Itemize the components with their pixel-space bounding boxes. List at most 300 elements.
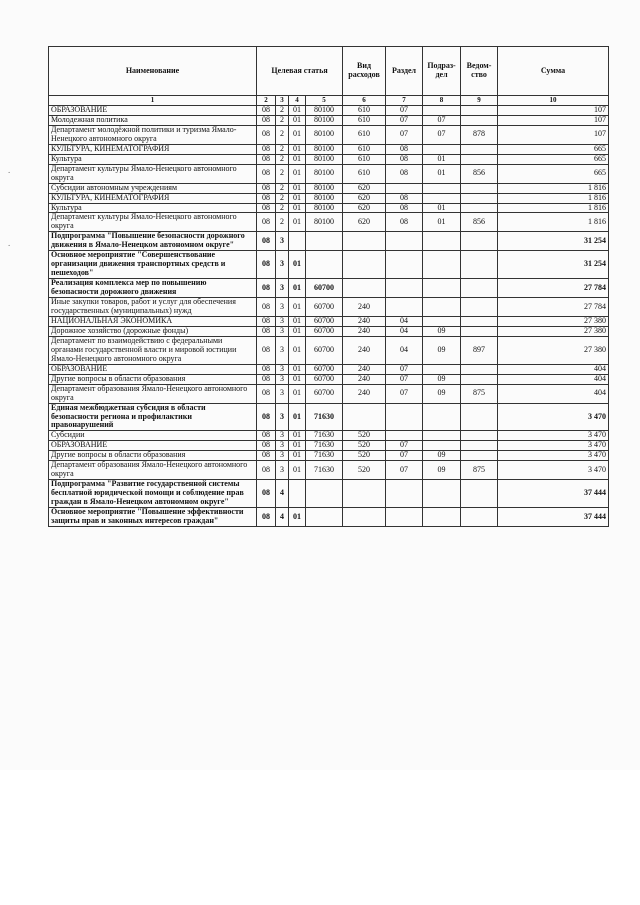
department-cell xyxy=(461,106,498,116)
target-code-activity-cell: 01 xyxy=(289,326,306,336)
expense-type-cell: 240 xyxy=(343,374,386,384)
target-code-activity-cell: 01 xyxy=(289,115,306,125)
row-name-cell: Единая межбюджетная субсидия в области безопасности региона и профилактики правонарушений xyxy=(49,403,257,431)
row-name-cell: Субсидии автономным учреждениям xyxy=(49,183,257,193)
expense-type-cell xyxy=(343,279,386,298)
target-code-direction-cell xyxy=(306,232,343,251)
row-name-cell: ОБРАЗОВАНИЕ xyxy=(49,106,257,116)
target-code-activity-cell: 01 xyxy=(289,431,306,441)
department-cell: 875 xyxy=(461,384,498,403)
target-code-direction-cell: 71630 xyxy=(306,403,343,431)
target-code-activity-cell: 01 xyxy=(289,183,306,193)
row-name-cell: НАЦИОНАЛЬНАЯ ЭКОНОМИКА xyxy=(49,316,257,326)
target-code-program-cell: 08 xyxy=(257,316,276,326)
table-row xyxy=(49,203,609,213)
expense-type-cell xyxy=(343,251,386,279)
target-code-program-cell: 08 xyxy=(257,431,276,441)
header-target-article: Целевая статья xyxy=(257,47,343,96)
col-number: 1 xyxy=(49,96,257,106)
target-code-direction-cell: 80100 xyxy=(306,106,343,116)
table-row xyxy=(49,508,609,527)
target-code-direction-cell xyxy=(306,508,343,527)
expense-type-cell xyxy=(343,403,386,431)
target-code-program-cell: 08 xyxy=(257,203,276,213)
sum-cell: 404 xyxy=(498,384,609,403)
sum-cell: 27 380 xyxy=(498,336,609,364)
target-code-activity-cell: 01 xyxy=(289,279,306,298)
sum-cell: 3 470 xyxy=(498,431,609,441)
target-code-activity-cell: 01 xyxy=(289,203,306,213)
sum-cell: 404 xyxy=(498,364,609,374)
expense-type-cell: 240 xyxy=(343,316,386,326)
sum-cell: 3 470 xyxy=(498,451,609,461)
subsection-cell xyxy=(423,316,461,326)
subsection-cell: 01 xyxy=(423,213,461,232)
section-cell xyxy=(386,279,423,298)
department-cell: 897 xyxy=(461,336,498,364)
target-code-subprogram-cell: 2 xyxy=(276,193,289,203)
target-code-direction-cell: 80100 xyxy=(306,125,343,144)
subsection-cell xyxy=(423,279,461,298)
page-background xyxy=(0,770,640,905)
target-code-activity-cell: 01 xyxy=(289,213,306,232)
expense-type-cell: 610 xyxy=(343,164,386,183)
section-cell xyxy=(386,183,423,193)
scan-dot: . xyxy=(8,165,11,175)
row-name-cell: Подпрограмма "Повышение безопасности дорожного движения в Ямало-Ненецком автономном округе" xyxy=(49,232,257,251)
target-code-direction-cell: 80100 xyxy=(306,193,343,203)
row-name-cell: Другие вопросы в области образования xyxy=(49,451,257,461)
section-cell xyxy=(386,480,423,508)
expense-type-cell: 610 xyxy=(343,144,386,154)
target-code-subprogram-cell: 3 xyxy=(276,298,289,317)
target-code-program-cell: 08 xyxy=(257,298,276,317)
target-code-subprogram-cell: 2 xyxy=(276,106,289,116)
target-code-direction-cell: 80100 xyxy=(306,154,343,164)
target-code-activity-cell: 01 xyxy=(289,374,306,384)
target-code-direction-cell: 71630 xyxy=(306,461,343,480)
target-code-activity-cell: 01 xyxy=(289,316,306,326)
row-name-cell: Субсидии xyxy=(49,431,257,441)
row-name-cell: Другие вопросы в области образования xyxy=(49,374,257,384)
target-code-subprogram-cell: 3 xyxy=(276,279,289,298)
target-code-direction-cell xyxy=(306,251,343,279)
table-row xyxy=(49,213,609,232)
section-cell: 07 xyxy=(386,441,423,451)
section-cell: 08 xyxy=(386,213,423,232)
section-cell: 08 xyxy=(386,154,423,164)
table-row xyxy=(49,480,609,508)
sum-cell: 37 444 xyxy=(498,480,609,508)
target-code-direction-cell: 80100 xyxy=(306,213,343,232)
row-name-cell: Основное мероприятие "Совершенствование организации движения транспортных средств и пешеходов" xyxy=(49,251,257,279)
sum-cell: 404 xyxy=(498,374,609,384)
row-name-cell: Департамент образования Ямало-Ненецкого автономного округа xyxy=(49,384,257,403)
department-cell xyxy=(461,316,498,326)
target-code-activity-cell xyxy=(289,232,306,251)
row-name-cell: Департамент культуры Ямало-Ненецкого автономного округа xyxy=(49,164,257,183)
subsection-cell: 01 xyxy=(423,203,461,213)
target-code-direction-cell: 80100 xyxy=(306,115,343,125)
target-code-program-cell: 08 xyxy=(257,106,276,116)
target-code-subprogram-cell: 3 xyxy=(276,403,289,431)
section-cell: 08 xyxy=(386,193,423,203)
target-code-activity-cell: 01 xyxy=(289,298,306,317)
department-cell xyxy=(461,326,498,336)
header-expense-type: Вид расходов xyxy=(343,47,386,96)
col-number: 10 xyxy=(498,96,609,106)
subsection-cell: 09 xyxy=(423,384,461,403)
target-code-program-cell: 08 xyxy=(257,115,276,125)
col-number: 7 xyxy=(386,96,423,106)
target-code-activity-cell: 01 xyxy=(289,384,306,403)
target-code-program-cell: 08 xyxy=(257,384,276,403)
sum-cell: 1 816 xyxy=(498,213,609,232)
expense-type-cell: 610 xyxy=(343,115,386,125)
sum-cell: 3 470 xyxy=(498,441,609,451)
target-code-activity-cell: 01 xyxy=(289,508,306,527)
col-number: 9 xyxy=(461,96,498,106)
subsection-cell xyxy=(423,431,461,441)
sum-cell: 1 816 xyxy=(498,183,609,193)
row-name-cell: Департамент образования Ямало-Ненецкого автономного округа xyxy=(49,461,257,480)
sum-cell: 3 470 xyxy=(498,403,609,431)
table-body xyxy=(49,106,609,527)
section-cell: 07 xyxy=(386,451,423,461)
row-name-cell: КУЛЬТУРА, КИНЕМАТОГРАФИЯ xyxy=(49,144,257,154)
target-code-activity-cell xyxy=(289,480,306,508)
subsection-cell xyxy=(423,441,461,451)
target-code-program-cell: 08 xyxy=(257,451,276,461)
target-code-activity-cell: 01 xyxy=(289,441,306,451)
table-row xyxy=(49,251,609,279)
department-cell xyxy=(461,203,498,213)
sum-cell: 27 380 xyxy=(498,326,609,336)
target-code-direction-cell: 60700 xyxy=(306,384,343,403)
sum-cell: 107 xyxy=(498,106,609,116)
target-code-subprogram-cell: 2 xyxy=(276,144,289,154)
subsection-cell: 07 xyxy=(423,115,461,125)
target-code-subprogram-cell: 2 xyxy=(276,203,289,213)
target-code-direction-cell: 60700 xyxy=(306,374,343,384)
subsection-cell xyxy=(423,232,461,251)
target-code-direction-cell: 60700 xyxy=(306,316,343,326)
target-code-direction-cell: 60700 xyxy=(306,298,343,317)
section-cell: 07 xyxy=(386,125,423,144)
department-cell xyxy=(461,115,498,125)
expense-type-cell: 610 xyxy=(343,125,386,144)
row-name-cell: Молодежная политика xyxy=(49,115,257,125)
table-row xyxy=(49,144,609,154)
sum-cell: 37 444 xyxy=(498,508,609,527)
expense-type-cell: 520 xyxy=(343,441,386,451)
table-row xyxy=(49,451,609,461)
expense-type-cell: 240 xyxy=(343,364,386,374)
target-code-subprogram-cell: 2 xyxy=(276,115,289,125)
sum-cell: 3 470 xyxy=(498,461,609,480)
department-cell: 856 xyxy=(461,164,498,183)
target-code-subprogram-cell: 4 xyxy=(276,480,289,508)
row-name-cell: Реализация комплекса мер по повышению безопасности дорожного движения xyxy=(49,279,257,298)
col-number: 4 xyxy=(289,96,306,106)
target-code-direction-cell: 80100 xyxy=(306,164,343,183)
sum-cell: 27 784 xyxy=(498,298,609,317)
row-name-cell: Подпрограмма "Развитие государственной системы бесплатной юридической помощи и соблюдение прав граждан в Ямало-Ненецком автономном округе" xyxy=(49,480,257,508)
row-name-cell: Дорожное хозяйство (дорожные фонды) xyxy=(49,326,257,336)
section-cell: 08 xyxy=(386,164,423,183)
target-code-activity-cell: 01 xyxy=(289,144,306,154)
target-code-subprogram-cell: 3 xyxy=(276,461,289,480)
target-code-subprogram-cell: 3 xyxy=(276,441,289,451)
table-row xyxy=(49,336,609,364)
target-code-direction-cell: 60700 xyxy=(306,326,343,336)
expense-type-cell: 620 xyxy=(343,193,386,203)
expense-type-cell: 610 xyxy=(343,154,386,164)
target-code-activity-cell: 01 xyxy=(289,154,306,164)
sum-cell: 27 380 xyxy=(498,316,609,326)
target-code-subprogram-cell: 3 xyxy=(276,336,289,364)
subsection-cell: 01 xyxy=(423,154,461,164)
department-cell xyxy=(461,451,498,461)
col-number: 2 xyxy=(257,96,276,106)
expense-type-cell xyxy=(343,508,386,527)
department-cell xyxy=(461,251,498,279)
table-row xyxy=(49,316,609,326)
target-code-program-cell: 08 xyxy=(257,251,276,279)
target-code-program-cell: 08 xyxy=(257,164,276,183)
row-name-cell: ОБРАЗОВАНИЕ xyxy=(49,364,257,374)
table-row xyxy=(49,125,609,144)
table-row xyxy=(49,279,609,298)
subsection-cell xyxy=(423,298,461,317)
sum-cell: 1 816 xyxy=(498,193,609,203)
department-cell xyxy=(461,374,498,384)
department-cell xyxy=(461,364,498,374)
subsection-cell xyxy=(423,403,461,431)
table-row xyxy=(49,232,609,251)
department-cell: 875 xyxy=(461,461,498,480)
target-code-program-cell: 08 xyxy=(257,403,276,431)
expense-type-cell: 520 xyxy=(343,461,386,480)
expense-type-cell: 620 xyxy=(343,183,386,193)
subsection-cell xyxy=(423,144,461,154)
target-code-subprogram-cell: 3 xyxy=(276,316,289,326)
department-cell xyxy=(461,480,498,508)
expense-type-cell: 520 xyxy=(343,431,386,441)
target-code-program-cell: 08 xyxy=(257,125,276,144)
header-name: Наименование xyxy=(49,47,257,96)
department-cell xyxy=(461,144,498,154)
target-code-activity-cell: 01 xyxy=(289,251,306,279)
target-code-subprogram-cell: 3 xyxy=(276,384,289,403)
subsection-cell xyxy=(423,183,461,193)
row-name-cell: Культура xyxy=(49,203,257,213)
section-cell: 07 xyxy=(386,106,423,116)
table-row xyxy=(49,364,609,374)
target-code-program-cell: 08 xyxy=(257,374,276,384)
target-code-subprogram-cell: 3 xyxy=(276,232,289,251)
target-code-direction-cell: 71630 xyxy=(306,441,343,451)
target-code-subprogram-cell: 2 xyxy=(276,164,289,183)
section-cell: 04 xyxy=(386,336,423,364)
sum-cell: 31 254 xyxy=(498,251,609,279)
section-cell xyxy=(386,298,423,317)
target-code-program-cell: 08 xyxy=(257,154,276,164)
target-code-subprogram-cell: 4 xyxy=(276,508,289,527)
column-numbers-row xyxy=(49,96,609,106)
row-name-cell: Департамент молодёжной политики и туризма Ямало-Ненецкого автономного округа xyxy=(49,125,257,144)
table-row xyxy=(49,164,609,183)
target-code-direction-cell: 60700 xyxy=(306,336,343,364)
subsection-cell xyxy=(423,480,461,508)
row-name-cell: КУЛЬТУРА, КИНЕМАТОГРАФИЯ xyxy=(49,193,257,203)
table-row xyxy=(49,326,609,336)
table-row xyxy=(49,384,609,403)
target-code-subprogram-cell: 3 xyxy=(276,451,289,461)
row-name-cell: Департамент культуры Ямало-Ненецкого автономного округа xyxy=(49,213,257,232)
target-code-program-cell: 08 xyxy=(257,326,276,336)
target-code-subprogram-cell: 3 xyxy=(276,374,289,384)
expense-type-cell: 240 xyxy=(343,326,386,336)
sum-cell: 1 816 xyxy=(498,203,609,213)
subsection-cell: 09 xyxy=(423,451,461,461)
department-cell xyxy=(461,441,498,451)
budget-table xyxy=(48,46,609,527)
table-row xyxy=(49,183,609,193)
target-code-program-cell: 08 xyxy=(257,279,276,298)
subsection-cell: 01 xyxy=(423,164,461,183)
sum-cell: 665 xyxy=(498,144,609,154)
target-code-program-cell: 08 xyxy=(257,461,276,480)
section-cell xyxy=(386,508,423,527)
subsection-cell: 07 xyxy=(423,125,461,144)
target-code-direction-cell: 80100 xyxy=(306,183,343,193)
row-name-cell: Иные закупки товаров, работ и услуг для обеспечения государственных (муниципальных) нужд xyxy=(49,298,257,317)
header-department: Ведом-ство xyxy=(461,47,498,96)
header-sum: Сумма xyxy=(498,47,609,96)
expense-type-cell: 610 xyxy=(343,106,386,116)
target-code-activity-cell: 01 xyxy=(289,125,306,144)
header-subsection: Подраз-дел xyxy=(423,47,461,96)
expense-type-cell: 520 xyxy=(343,451,386,461)
section-cell: 07 xyxy=(386,374,423,384)
sum-cell: 27 784 xyxy=(498,279,609,298)
department-cell: 856 xyxy=(461,213,498,232)
target-code-program-cell: 08 xyxy=(257,144,276,154)
target-code-subprogram-cell: 3 xyxy=(276,326,289,336)
target-code-program-cell: 08 xyxy=(257,213,276,232)
target-code-subprogram-cell: 2 xyxy=(276,125,289,144)
col-number: 8 xyxy=(423,96,461,106)
department-cell xyxy=(461,508,498,527)
section-cell xyxy=(386,403,423,431)
subsection-cell: 09 xyxy=(423,326,461,336)
department-cell xyxy=(461,279,498,298)
target-code-direction-cell: 60700 xyxy=(306,279,343,298)
sum-cell: 665 xyxy=(498,164,609,183)
section-cell: 04 xyxy=(386,316,423,326)
target-code-program-cell: 08 xyxy=(257,193,276,203)
department-cell xyxy=(461,403,498,431)
section-cell: 07 xyxy=(386,115,423,125)
subsection-cell: 09 xyxy=(423,336,461,364)
subsection-cell xyxy=(423,193,461,203)
department-cell xyxy=(461,431,498,441)
target-code-activity-cell: 01 xyxy=(289,403,306,431)
section-cell: 04 xyxy=(386,326,423,336)
table-row xyxy=(49,461,609,480)
subsection-cell xyxy=(423,364,461,374)
target-code-subprogram-cell: 3 xyxy=(276,364,289,374)
target-code-activity-cell: 01 xyxy=(289,461,306,480)
sum-cell: 31 254 xyxy=(498,232,609,251)
section-cell: 07 xyxy=(386,461,423,480)
table-row xyxy=(49,154,609,164)
table-row xyxy=(49,403,609,431)
target-code-program-cell: 08 xyxy=(257,183,276,193)
expense-type-cell: 240 xyxy=(343,384,386,403)
section-cell: 07 xyxy=(386,364,423,374)
department-cell xyxy=(461,154,498,164)
subsection-cell: 09 xyxy=(423,461,461,480)
target-code-direction-cell: 71630 xyxy=(306,431,343,441)
target-code-activity-cell: 01 xyxy=(289,364,306,374)
header-section: Раздел xyxy=(386,47,423,96)
col-number: 6 xyxy=(343,96,386,106)
department-cell: 878 xyxy=(461,125,498,144)
expense-type-cell xyxy=(343,480,386,508)
section-cell xyxy=(386,232,423,251)
section-cell xyxy=(386,431,423,441)
expense-type-cell: 620 xyxy=(343,203,386,213)
target-code-direction-cell: 71630 xyxy=(306,451,343,461)
col-number: 5 xyxy=(306,96,343,106)
expense-type-cell: 240 xyxy=(343,298,386,317)
scan-dot: . xyxy=(8,238,11,248)
department-cell xyxy=(461,193,498,203)
target-code-activity-cell: 01 xyxy=(289,193,306,203)
target-code-subprogram-cell: 2 xyxy=(276,183,289,193)
target-code-program-cell: 08 xyxy=(257,232,276,251)
section-cell xyxy=(386,251,423,279)
target-code-activity-cell: 01 xyxy=(289,106,306,116)
table-row xyxy=(49,115,609,125)
col-number: 3 xyxy=(276,96,289,106)
target-code-activity-cell: 01 xyxy=(289,336,306,364)
target-code-direction-cell xyxy=(306,480,343,508)
target-code-subprogram-cell: 2 xyxy=(276,154,289,164)
section-cell: 08 xyxy=(386,144,423,154)
subsection-cell: 09 xyxy=(423,374,461,384)
department-cell xyxy=(461,183,498,193)
table-row xyxy=(49,374,609,384)
target-code-subprogram-cell: 3 xyxy=(276,251,289,279)
expense-type-cell xyxy=(343,232,386,251)
table-row xyxy=(49,298,609,317)
section-cell: 07 xyxy=(386,384,423,403)
sum-cell: 665 xyxy=(498,154,609,164)
table-row xyxy=(49,431,609,441)
table-row xyxy=(49,106,609,116)
expense-type-cell: 620 xyxy=(343,213,386,232)
table-row xyxy=(49,441,609,451)
target-code-activity-cell: 01 xyxy=(289,451,306,461)
target-code-activity-cell: 01 xyxy=(289,164,306,183)
target-code-program-cell: 08 xyxy=(257,480,276,508)
row-name-cell: Культура xyxy=(49,154,257,164)
row-name-cell: Основное мероприятие "Повышение эффективности защиты прав и законных интересов граждан" xyxy=(49,508,257,527)
subsection-cell xyxy=(423,106,461,116)
